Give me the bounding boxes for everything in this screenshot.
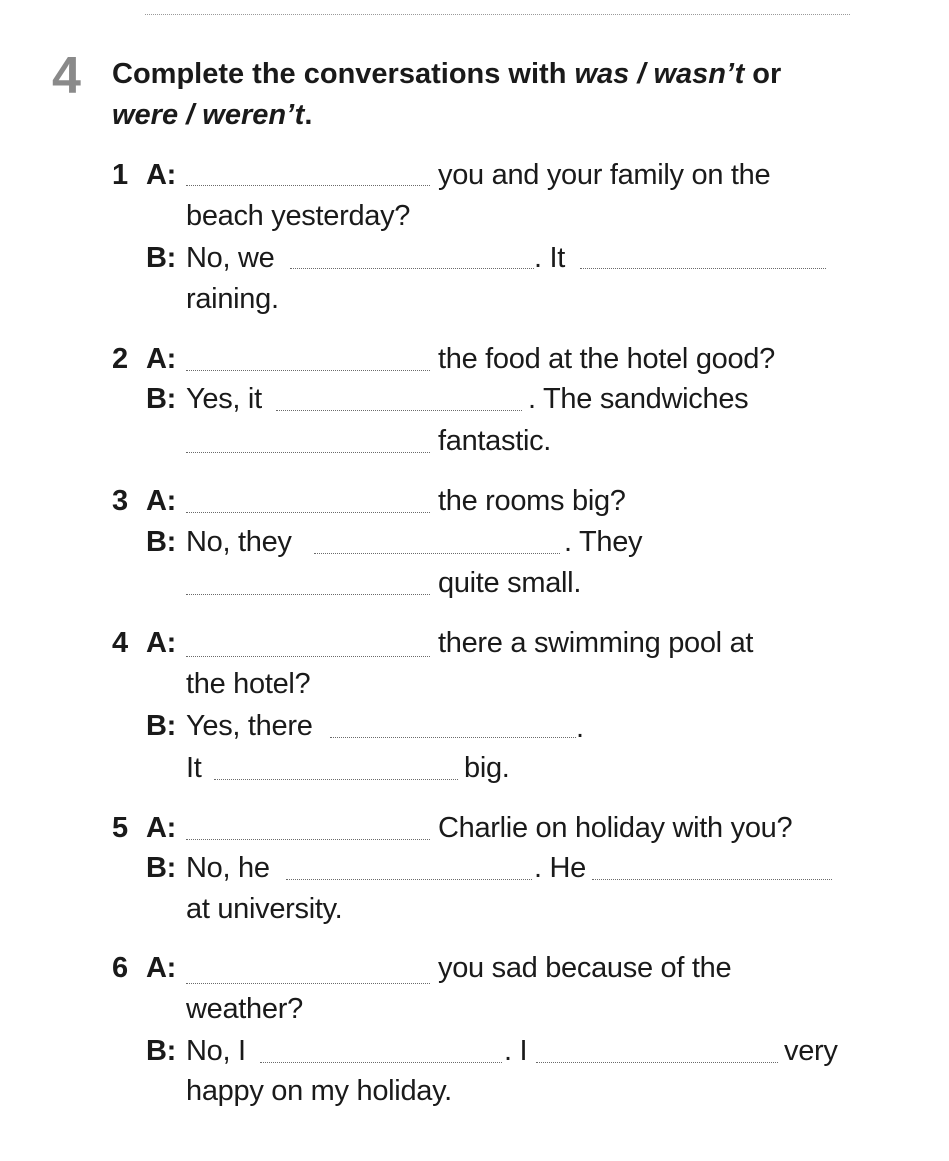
line-text: . The sandwiches bbox=[528, 383, 749, 415]
item-number: 6 bbox=[112, 952, 128, 984]
line-text: . They bbox=[564, 526, 643, 558]
answer-blank[interactable] bbox=[186, 839, 430, 840]
instruction-end: . bbox=[304, 99, 313, 131]
speaker-a: A: bbox=[146, 485, 177, 517]
answer-blank[interactable] bbox=[592, 879, 832, 880]
answer-blank[interactable] bbox=[186, 452, 430, 453]
instruction-mid: or bbox=[744, 58, 782, 90]
answer-blank[interactable] bbox=[536, 1062, 778, 1063]
answer-blank[interactable] bbox=[214, 779, 458, 780]
line-text: you sad because of the bbox=[438, 952, 732, 984]
line-text: fantastic. bbox=[438, 425, 552, 457]
line-text: No, I bbox=[186, 1035, 246, 1067]
answer-blank[interactable] bbox=[186, 983, 430, 984]
speaker-a: A: bbox=[146, 343, 177, 375]
answer-blank[interactable] bbox=[286, 879, 532, 880]
line-text: weather? bbox=[186, 993, 303, 1025]
answer-blank[interactable] bbox=[186, 370, 430, 371]
answer-blank[interactable] bbox=[186, 185, 430, 186]
speaker-b: B: bbox=[146, 242, 177, 274]
line-text: Charlie on holiday with you? bbox=[438, 812, 793, 844]
exercise-number: 4 bbox=[52, 47, 81, 105]
line-text: big. bbox=[464, 752, 510, 784]
item-number: 3 bbox=[112, 485, 128, 517]
instruction-prefix: Complete the conversations with bbox=[112, 58, 575, 90]
answer-blank[interactable] bbox=[276, 410, 522, 411]
line-text: No, they bbox=[186, 526, 292, 558]
item-number: 2 bbox=[112, 343, 128, 375]
line-text: happy on my holiday. bbox=[186, 1075, 452, 1107]
line-text: there a swimming pool at bbox=[438, 627, 754, 659]
line-text: the rooms big? bbox=[438, 485, 626, 517]
item-number: 1 bbox=[112, 159, 128, 191]
instruction-option-2: were / weren’t bbox=[112, 99, 305, 131]
speaker-b: B: bbox=[146, 852, 177, 884]
line-text: . I bbox=[504, 1035, 528, 1067]
answer-blank[interactable] bbox=[260, 1062, 502, 1063]
line-text: the hotel? bbox=[186, 668, 311, 700]
item-number: 5 bbox=[112, 812, 128, 844]
line-text: No, we bbox=[186, 242, 275, 274]
speaker-b: B: bbox=[146, 526, 177, 558]
instruction-option-1: was / wasn’t bbox=[574, 58, 745, 90]
line-text: Yes, it bbox=[186, 383, 262, 415]
line-text: No, he bbox=[186, 852, 270, 884]
answer-blank[interactable] bbox=[330, 737, 576, 738]
line-text: raining. bbox=[186, 283, 279, 315]
top-divider bbox=[145, 14, 850, 15]
answer-blank[interactable] bbox=[186, 594, 430, 595]
answer-blank[interactable] bbox=[186, 512, 430, 513]
speaker-a: A: bbox=[146, 627, 177, 659]
speaker-a: A: bbox=[146, 159, 177, 191]
line-text: . It bbox=[534, 242, 566, 274]
line-text: beach yesterday? bbox=[186, 200, 411, 232]
line-text: you and your family on the bbox=[438, 159, 771, 191]
line-text: It bbox=[186, 752, 202, 784]
speaker-b: B: bbox=[146, 383, 177, 415]
line-text: very bbox=[784, 1035, 838, 1067]
line-text: at university. bbox=[186, 893, 343, 925]
line-text: . He bbox=[534, 852, 586, 884]
answer-blank[interactable] bbox=[580, 268, 826, 269]
answer-blank[interactable] bbox=[314, 553, 560, 554]
line-text: Yes, there bbox=[186, 710, 313, 742]
line-text: . bbox=[576, 712, 584, 744]
speaker-b: B: bbox=[146, 1035, 177, 1067]
speaker-a: A: bbox=[146, 952, 177, 984]
item-number: 4 bbox=[112, 627, 128, 659]
exercise-instruction bbox=[112, 54, 872, 136]
line-text: quite small. bbox=[438, 567, 582, 599]
speaker-b: B: bbox=[146, 710, 177, 742]
answer-blank[interactable] bbox=[290, 268, 534, 269]
answer-blank[interactable] bbox=[186, 656, 430, 657]
line-text: the food at the hotel good? bbox=[438, 343, 775, 375]
speaker-a: A: bbox=[146, 812, 177, 844]
